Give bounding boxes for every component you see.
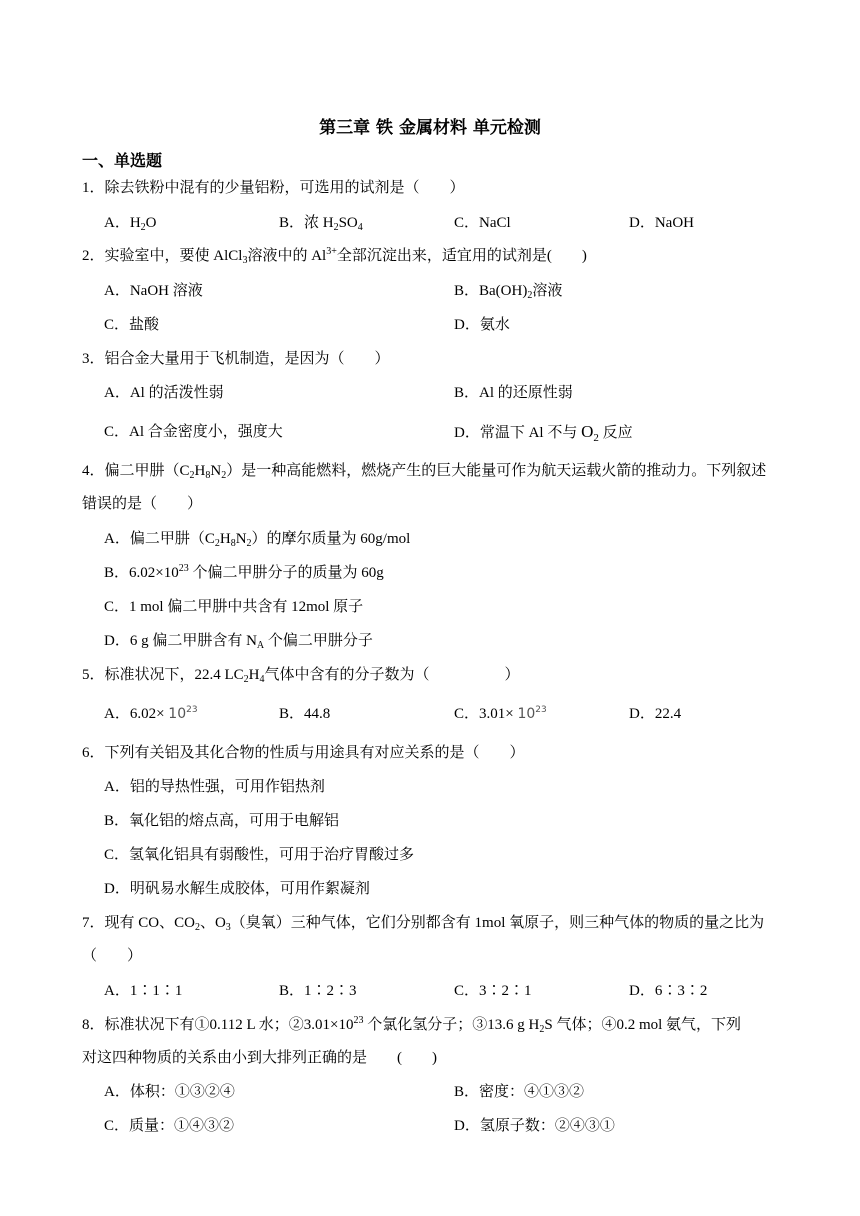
question-6-option-c[interactable]: C．氢氧化铝具有弱酸性，可用于治疗胃酸过多 bbox=[104, 847, 415, 863]
question-7-option-b[interactable]: B．1∶2∶3 bbox=[279, 983, 357, 999]
question-1-option-c[interactable]: C．NaCl bbox=[454, 215, 511, 231]
question-6-stem: 6．下列有关铝及其化合物的性质与用途具有对应关系的是（ ） bbox=[82, 745, 525, 761]
question-8-option-c[interactable]: C．质量：①④③② bbox=[104, 1118, 235, 1134]
question-6-option-b[interactable]: B．氧化铝的熔点高，可用于电解铝 bbox=[104, 813, 340, 829]
question-5-option-c[interactable]: C．$3.01\times 10^{23}$ bbox=[454, 705, 547, 722]
question-6-option-d[interactable]: D．明矾易水解生成胶体，可用作絮凝剂 bbox=[104, 881, 370, 897]
question-8-option-d[interactable]: D．氢原子数：②④③① bbox=[454, 1118, 615, 1134]
question-2-option-c[interactable]: C．盐酸 bbox=[104, 317, 160, 333]
question-5-stem: 5．标准状况下，22.4 $LC_2H_4$气体中含有的分子数为（ ） bbox=[82, 667, 520, 685]
question-8-stem-line-2: 对这四种物质的关系由小到大排列正确的是 ( ) bbox=[82, 1050, 437, 1066]
question-3-option-c[interactable]: C．Al 合金密度小，强度大 bbox=[104, 424, 283, 440]
question-6-option-a[interactable]: A．铝的导热性强，可用作铝热剂 bbox=[104, 779, 325, 795]
question-4-option-c[interactable]: C．1 mol 偏二甲肼中共含有 12mol 原子 bbox=[104, 599, 364, 615]
question-8-option-a[interactable]: A．体积：①③②④ bbox=[104, 1084, 235, 1100]
question-4-stem-line-1: 4．偏二甲肼$(C_2H_8N_2)$是一种高能燃料，燃烧产生的巨大能量可作为航天运载火箭的推动力。下列叙述 bbox=[82, 463, 767, 481]
question-3-option-b[interactable]: B．Al 的还原性弱 bbox=[454, 385, 573, 401]
question-3-stem: 3．铝合金大量用于飞机制造，是因为（ ） bbox=[82, 351, 390, 367]
question-7-stem-line-2: （ ） bbox=[82, 948, 143, 964]
question-1-option-a[interactable]: A．$H_2O$ bbox=[104, 215, 157, 233]
question-1-stem: 1．除去铁粉中混有的少量铝粉，可选用的试剂是（ ） bbox=[82, 180, 465, 196]
question-3-option-d[interactable]: D．常温下 Al 不与 $O_2$ 反应 bbox=[454, 422, 633, 444]
question-5-option-b[interactable]: B．44.8 bbox=[279, 706, 331, 722]
question-4-option-d[interactable]: D．6 g 偏二甲肼含有 $N_A$ 个偏二甲肼分子 bbox=[104, 633, 373, 651]
question-2-option-a[interactable]: A．NaOH 溶液 bbox=[104, 283, 203, 299]
section-heading: 一、单选题 bbox=[82, 151, 163, 170]
question-1-option-d[interactable]: D．NaOH bbox=[629, 215, 694, 231]
power-of-ten-image: $10^{23}$ bbox=[517, 705, 547, 722]
question-8-stem-line-1: 8．标准状况下有①0.112 L 水；$②3.01\times 10^{23}$ 个氯化氢分子；③13.6 g $H_2S$ 气体；④0.2 mol 氨气，下列 bbox=[82, 1015, 742, 1035]
question-5-option-d[interactable]: D．22.4 bbox=[629, 706, 682, 722]
question-2-option-b[interactable]: B．$Ba(OH)_2$溶液 bbox=[454, 283, 563, 301]
question-7-option-c[interactable]: C．3∶2∶1 bbox=[454, 983, 532, 999]
question-2-option-d[interactable]: D．氨水 bbox=[454, 317, 510, 333]
question-7-option-d[interactable]: D．6∶3∶2 bbox=[629, 983, 708, 999]
question-5-option-a[interactable]: A．$6.02\times 10^{23}$ bbox=[104, 705, 198, 722]
question-8-option-b[interactable]: B．密度：④①③② bbox=[454, 1084, 585, 1100]
question-7-option-a[interactable]: A．1∶1∶1 bbox=[104, 983, 183, 999]
question-4-stem-line-2: 错误的是（ ） bbox=[82, 496, 203, 512]
power-of-ten-image: $10^{23}$ bbox=[168, 705, 198, 722]
question-4-option-b[interactable]: B．$6.02\times 10^{23}$ 个偏二甲肼分子的质量为 60g bbox=[104, 563, 384, 581]
question-4-option-a[interactable]: A．偏二甲肼$(C_2H_8N_2)$的摩尔质量为 60g/mol bbox=[104, 531, 411, 549]
page-title: 第三章 铁 金属材料 单元检测 bbox=[319, 118, 541, 138]
question-7-stem-line-1: 7．现有 CO、$CO_2$、$O_3$（臭氧）三种气体，它们分别都含有 1mol 氧原子，则三种气体的物质的量之比为 bbox=[82, 915, 765, 933]
question-1-option-b[interactable]: B．浓 $H_2SO_4$ bbox=[279, 215, 363, 233]
question-3-option-a[interactable]: A．Al 的活泼性弱 bbox=[104, 385, 224, 401]
question-2-stem: 2．实验室中，要使 AlCl$_3$溶液中的 $Al^{3+}$全部沉淀出来，适宜用的试剂是( ) bbox=[82, 246, 587, 266]
